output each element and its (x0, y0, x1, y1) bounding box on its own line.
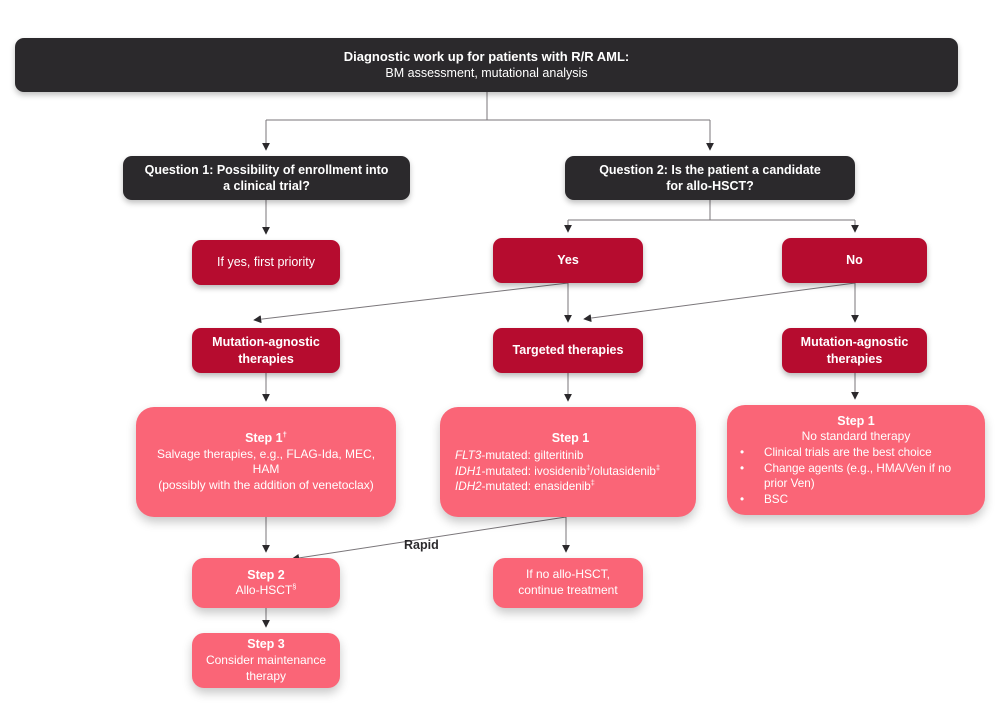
diagnostic-workup-box (15, 38, 958, 92)
step2-allo-hsct-box (192, 558, 340, 608)
rapid-label: Rapid (404, 538, 439, 552)
list-item: • Change agents (e.g., HMA/Ven if no prior Ven) (740, 461, 952, 491)
diagnostic-subtitle: BM assessment, mutational analysis (385, 66, 588, 81)
idh1-gene: IDH1 (455, 464, 482, 478)
mutation-agnostic-right-text: Mutation-agnostic therapies (800, 335, 909, 366)
question-2-box (565, 156, 855, 200)
step2-body: Allo-HSCT§ (235, 582, 297, 598)
no-box (782, 238, 927, 283)
step1-salvage-title: Step 1† (245, 429, 287, 445)
step3-title: Step 3 (247, 637, 285, 652)
targeted-therapies-box (493, 328, 643, 373)
step2-title: Step 2 (247, 567, 285, 582)
question-2-text: Question 2: Is the patient a candidate for allo-HSCT? (599, 162, 821, 193)
step1-no-standard-box (727, 405, 985, 515)
double-dagger-footnote: ‡ (590, 478, 595, 488)
bullet-icon: • (740, 492, 745, 506)
step1-salvage-line1: Salvage therapies, e.g., FLAG-Ida, MEC, HAM (156, 446, 376, 477)
no-standard-subtitle: No standard therapy (801, 429, 911, 444)
dagger-footnote: † (282, 429, 287, 439)
yes-box (493, 238, 643, 283)
mutation-agnostic-left-box (192, 328, 340, 373)
step1-no-standard-title: Step 1 (837, 413, 875, 428)
double-dagger-footnote: ‡ (586, 462, 591, 472)
step1-targeted-box (440, 407, 696, 517)
mutation-agnostic-left-text: Mutation-agnostic therapies (212, 335, 320, 366)
idh2-gene: IDH2 (455, 479, 482, 493)
no-text: No (846, 253, 863, 268)
list-item: • Clinical trials are the best choice (740, 446, 932, 460)
targeted-therapies-text: Targeted therapies (512, 343, 624, 358)
step1-salvage-line2: (possibly with the addition of venetoclax) (158, 478, 374, 493)
idh2-line: IDH2-mutated: enasidenib‡ (455, 478, 595, 493)
diagnostic-title: Diagnostic work up for patients with R/R AML: (343, 49, 630, 65)
bullet-icon: • (740, 461, 745, 475)
section-footnote: § (292, 582, 297, 592)
mutation-agnostic-right-box (782, 328, 927, 373)
no-standard-bullet-list (727, 445, 985, 507)
step3-body: Consider maintenance therapy (205, 652, 327, 683)
step3-maintenance-box (192, 633, 340, 688)
if-yes-text: If yes, first priority (217, 255, 315, 270)
idh1-line: IDH1-mutated: ivosidenib‡/olutasidenib‡ (455, 462, 660, 478)
bullet-icon: • (740, 446, 745, 460)
double-dagger-footnote: ‡ (655, 462, 660, 472)
flt3-gene: FLT3 (455, 449, 482, 463)
no-allo-hsct-box (493, 558, 643, 608)
step1-targeted-title: Step 1 (551, 430, 590, 445)
yes-text: Yes (557, 253, 579, 268)
list-item: • BSC (740, 492, 789, 506)
flt3-line: FLT3-mutated: gilteritinib (455, 449, 584, 463)
no-allo-hsct-text: If no allo-HSCT, continue treatment (518, 567, 618, 597)
question-1-box (123, 156, 410, 200)
step1-salvage-box (136, 407, 396, 517)
question-1-text: Question 1: Possibility of enrollment into a clinical trial? (144, 162, 389, 193)
if-yes-first-priority-box (192, 240, 340, 285)
